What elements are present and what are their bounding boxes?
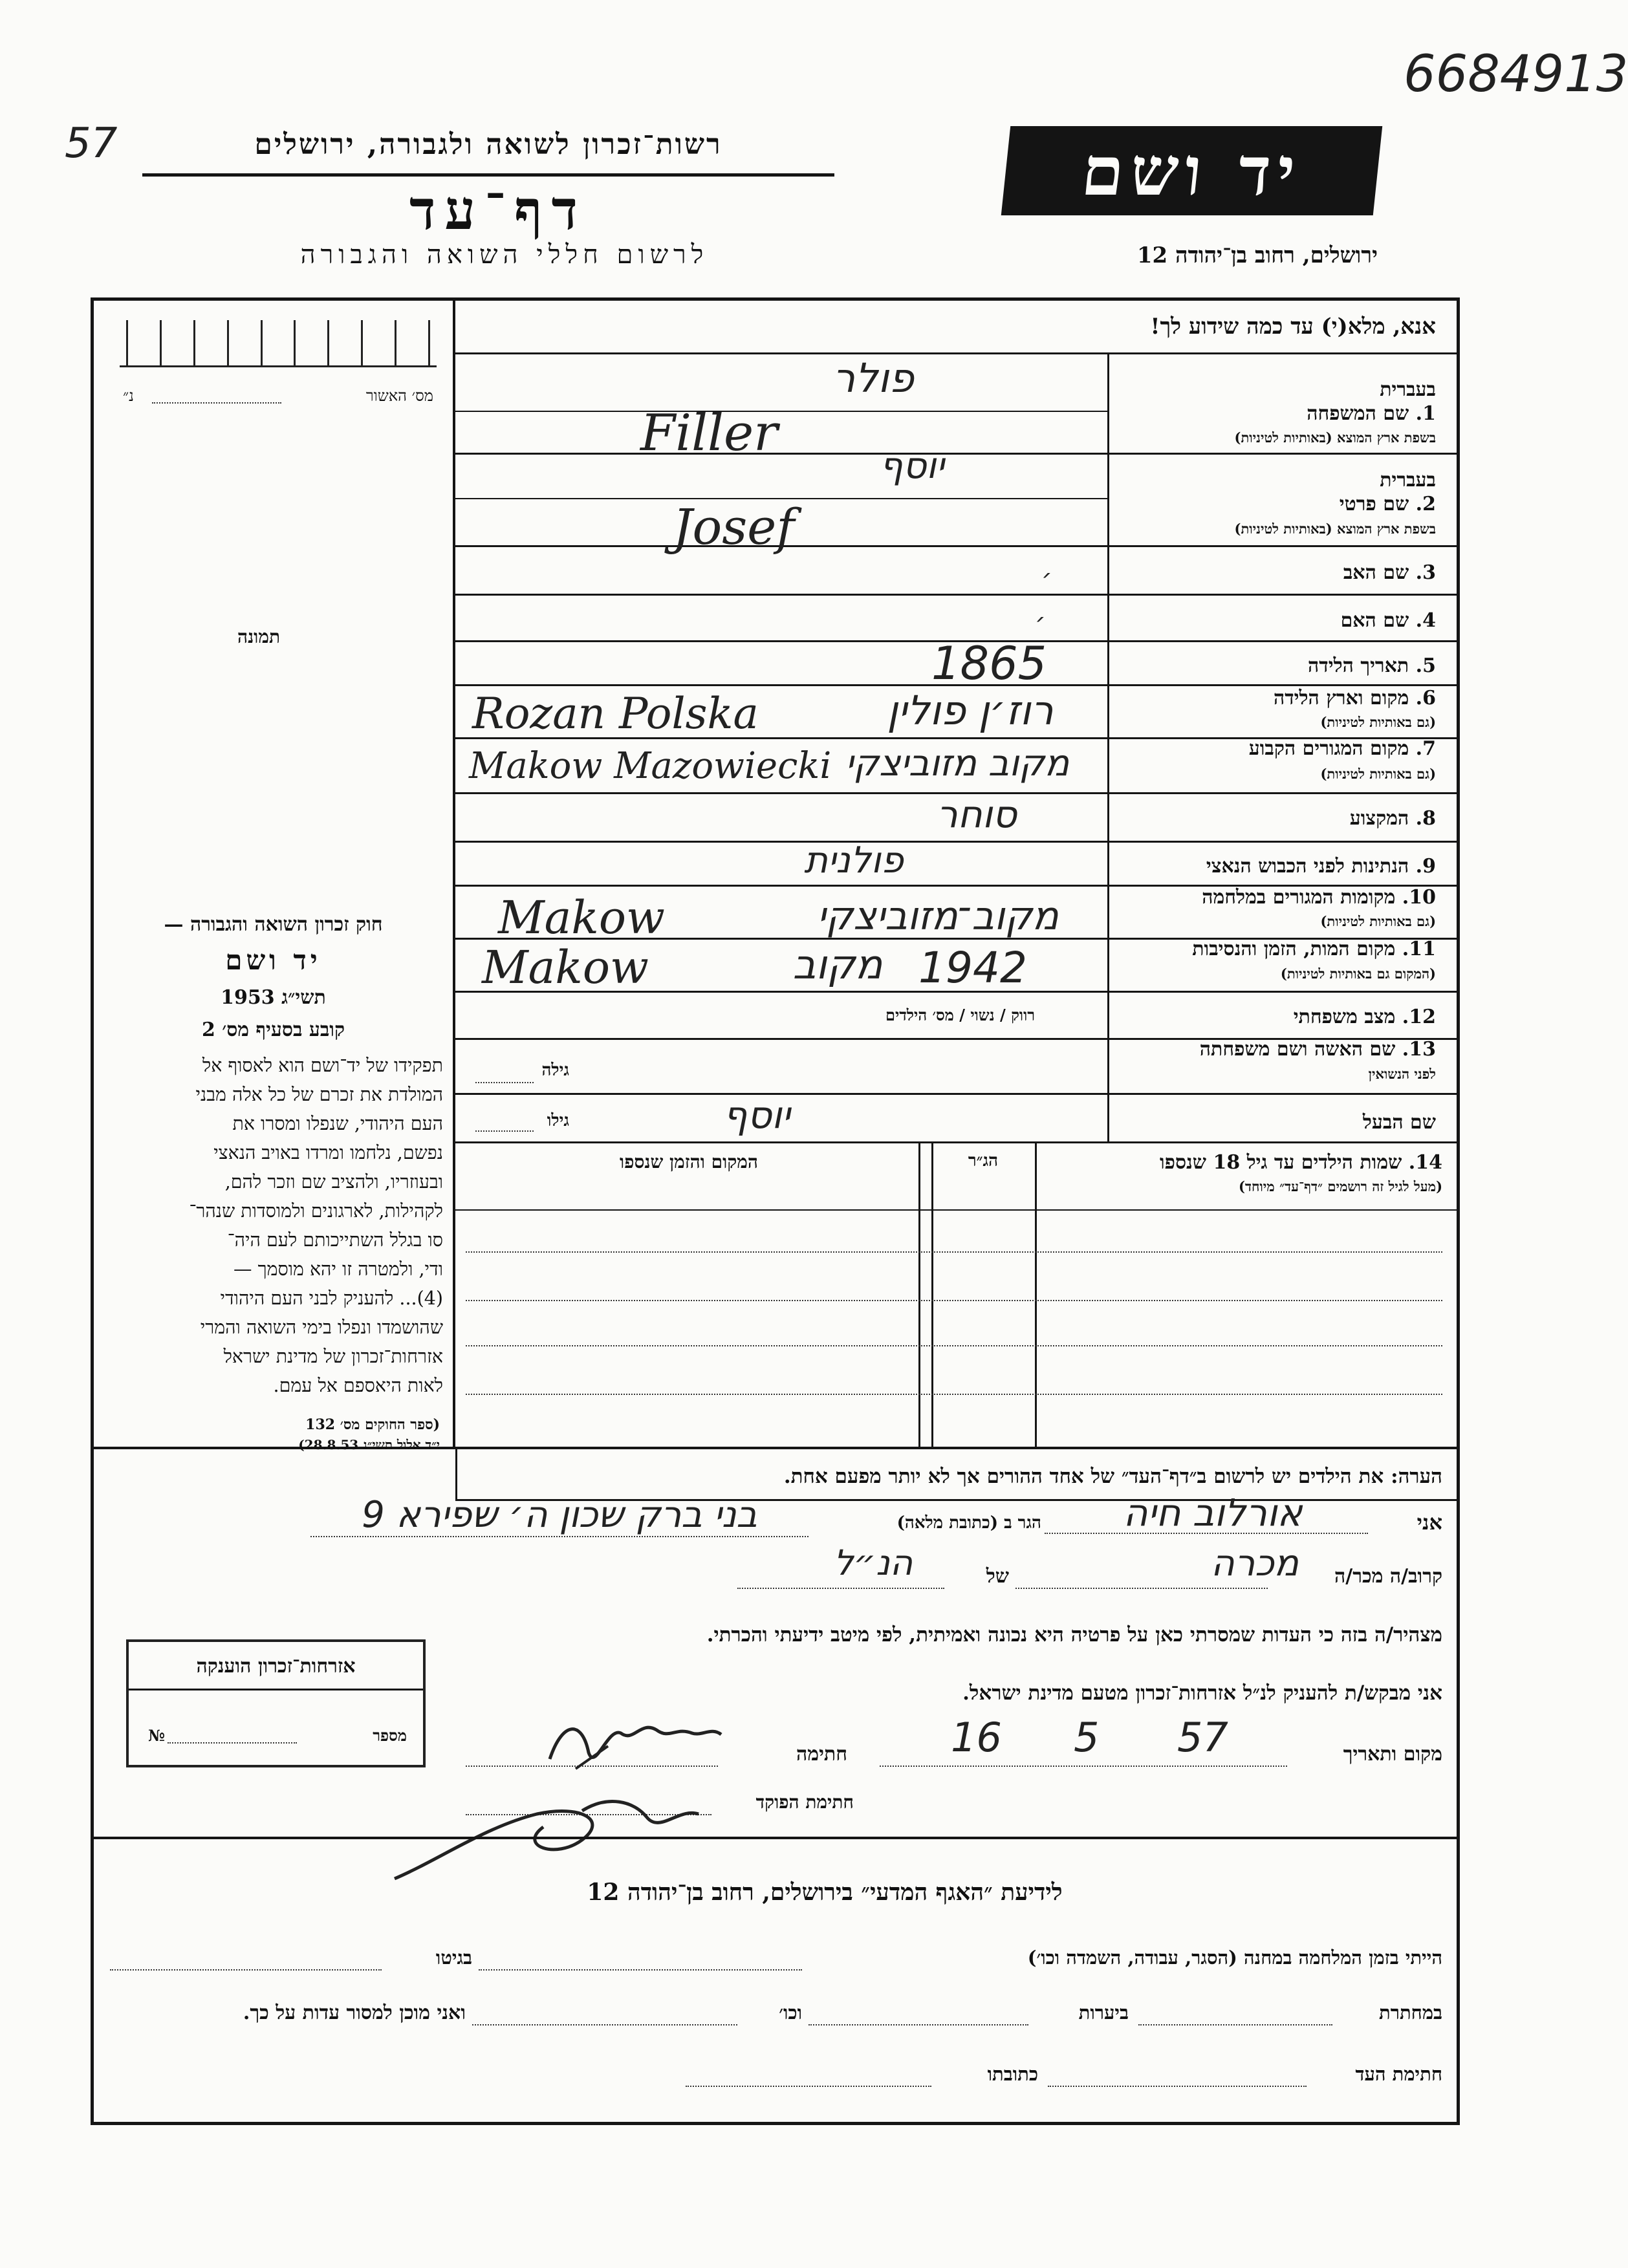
etc-label: וכו׳	[779, 2002, 802, 2024]
place-date-label: מקום ותאריך	[1343, 1743, 1442, 1766]
children-header-rule	[455, 1209, 1458, 1211]
note: הערה: את הילדים יש לרשום ב״דף־העד״ של אחד ההורים אך לא יותר מפעם אחת.	[783, 1465, 1442, 1488]
children-line-2	[466, 1300, 1442, 1301]
address-line	[310, 1536, 809, 1537]
declarant-signature	[537, 1707, 731, 1778]
footer-title: לידיעת ״האגף המדעי״ בירושלים, רחוב בן־יהודה 12	[587, 1879, 1063, 1906]
row-3-rule	[455, 594, 1458, 596]
children-age-col: הג״ר	[968, 1151, 999, 1171]
witness-sig-line	[1048, 2086, 1307, 2087]
law-body: תפקידו של יד־ושם הוא לאסוף אל המולדת את זכרם של כל אלה מבני העם היהודי, שנפלו ומסרו את נפשם, נלחמו ומרדו באויב הנאצי ובעוזריו, ולהציב שם וזכר להם, לקהילות, לארגונים ולמוסדות שנהר־ סו בגלל השתייכותם לעם היה־ ודי, ולמטרה זו יהא מוסמך — (4)... להעניק לבני העם היהודי שהושמדו ונפלו בימי השואה והמרי אזרחות־זכרון של מדינת ישראל לאות היאספם אל עמם.	[189, 1055, 443, 1396]
children-col-divider-1	[1035, 1141, 1037, 1449]
declaration: מצהיר/ה בזה כי העדות שמסרתי כאן על פרטיה היא נכונה ואמיתית, לפי מיטב ידיעתי והכרתי.	[706, 1623, 1442, 1647]
row-2-rule	[455, 545, 1458, 547]
field-7-label: 7. מקום המגורים הקבוע	[1248, 737, 1436, 760]
note-left-rule	[455, 1449, 457, 1500]
field-14-sub: (מעל לגיל זה רושמים ״דף־עד״ מיוחד)	[1238, 1178, 1442, 1194]
forests-line	[809, 2024, 1028, 2025]
instruction: אנא, מלא(י) עד כמה שידוע לך!	[1150, 314, 1436, 340]
relation-value: מכרה	[1211, 1542, 1299, 1584]
law-yad-vashem: יד ושם	[225, 944, 321, 976]
profession: סוחר	[936, 792, 1017, 836]
field-14-label: 14. שמות הילדים עד גיל 18 שנספו	[1159, 1151, 1442, 1174]
birth-place-hebrew: רוז׳ן פולין	[887, 687, 1054, 734]
authority-name: רשות־זכרון לשואה ולגבורה, ירושלים	[254, 128, 722, 161]
field-6-label: 6. מקום וארץ הלידה	[1273, 687, 1436, 709]
officer-label: חתימת הפוקד	[755, 1791, 854, 1813]
wife-age-line	[475, 1082, 534, 1083]
frame-right	[1457, 297, 1460, 2124]
camp-line	[479, 1969, 802, 1971]
father-mark: ׳	[1041, 564, 1052, 594]
photo-label: תמונה	[237, 626, 281, 647]
of-label: של	[986, 1565, 1009, 1588]
children-col-divider-2	[931, 1141, 933, 1449]
hebrew-label-1: בעברית	[1380, 378, 1436, 401]
residence-hebrew: מקוב מזוביצקי	[845, 742, 1070, 784]
ghetto-label: בגיטו	[435, 1947, 472, 1969]
husband-age-line	[475, 1130, 534, 1132]
death-place-latin: Makow	[482, 941, 649, 994]
form-title: דף־עד	[409, 178, 587, 242]
marital-options: רווק / נשוי / מס׳ הילדים	[885, 1006, 1035, 1024]
war-residence-latin: Makow	[498, 891, 665, 944]
field-2-sub: בשפת ארץ המוצא (באותיות לטיניות)	[1234, 521, 1436, 537]
field-1-sub: בשפת ארץ המוצא (באותיות לטיניות)	[1234, 429, 1436, 446]
husband-age-label: גילו	[547, 1111, 569, 1130]
forests-label: ביערות	[1078, 2002, 1129, 2024]
field-13-label: 13. שם האשה ושם משפחתה	[1199, 1038, 1436, 1061]
field-9-label: 9. הנתינות לפני הכבוש הנאצי	[1206, 855, 1436, 878]
sidebar-divider	[453, 297, 455, 1449]
address-label: כתובתו	[987, 2063, 1038, 2085]
field-11-label: 11. מקום המות, הזמן והנסיבות	[1192, 938, 1436, 960]
date-day: 16	[951, 1714, 1002, 1761]
surname-latin: Filler	[640, 404, 778, 462]
field-6-sub: (גם באותיות לטיניות)	[1320, 714, 1436, 730]
field-11-sub: (המקום גם באותיות לטיניות)	[1280, 966, 1436, 982]
children-line-4	[466, 1394, 1442, 1395]
of-line	[737, 1588, 944, 1589]
birth-place-latin: Rozan Polska	[472, 689, 759, 739]
husband-label: שם הבעל	[1362, 1111, 1436, 1134]
first-name-latin: Josef	[673, 498, 795, 556]
page-number: 6684913	[1404, 45, 1628, 103]
field-3-label: 3. שם האב	[1343, 561, 1436, 584]
declarant-address: בני ברק שכון ה׳ שפירא 9	[362, 1494, 757, 1536]
citizenship-no-sign: №	[148, 1726, 166, 1745]
mother-mark: ׳	[1035, 608, 1046, 638]
approval-line	[152, 402, 281, 404]
declarant-name: אורלוב חיה	[1123, 1491, 1303, 1535]
death-year: 1942	[918, 943, 1027, 993]
witness-address-line	[686, 2086, 931, 2087]
frame-left	[91, 297, 94, 2124]
place-date-line	[880, 1766, 1287, 1767]
row-13-rule	[455, 1093, 1458, 1095]
field-12-label: 12. מצב משפחתי	[1293, 1006, 1436, 1028]
footer-rule	[91, 1837, 1459, 1839]
ghetto-line	[110, 1969, 382, 1971]
field-4-label: 4. שם האם	[1340, 609, 1436, 632]
address: ירושלים, רחוב בן־יהודה 12	[1136, 243, 1378, 268]
header-rule	[142, 173, 834, 177]
field-10-label: 10. מקומות המגורים במלחמה	[1202, 886, 1436, 909]
field-13-sub: לפני הנשואין	[1368, 1066, 1436, 1082]
approval-label: מס׳ האשור	[365, 387, 433, 405]
residing-label: הגר ב (כתובת מלאה)	[896, 1513, 1041, 1533]
frame-top	[91, 297, 1459, 301]
sheet-mark: 57	[65, 120, 118, 167]
approval-mark: נ״	[123, 387, 134, 405]
wife-age-label: גילה	[541, 1061, 569, 1080]
signature-label: חתימה	[796, 1743, 847, 1766]
husband-name: יוסף	[723, 1093, 790, 1137]
underground-line	[1138, 2024, 1332, 2025]
date-year: 57	[1177, 1714, 1228, 1761]
field-2-label: 2. שם פרטי	[1339, 493, 1436, 515]
yad-vashem-logo: יד ושם	[1001, 126, 1383, 215]
underground-label: במחתרת	[1379, 2002, 1442, 2024]
field-5-label: 5. תאריך הלידה	[1308, 654, 1436, 677]
field-1-label: 1. שם המשפחה	[1307, 402, 1436, 425]
war-residence-hebrew: מקוב־מזוביצקי	[817, 894, 1059, 939]
law-year: תשי״ג 1953	[221, 986, 326, 1009]
field-8-label: 8. המקצוע	[1349, 807, 1436, 830]
relation-label: קרוב/ה מכר/ה	[1334, 1565, 1442, 1588]
row-husband-rule	[455, 1141, 1458, 1143]
children-place-col: המקום והזמן שנספו	[620, 1151, 758, 1172]
law-clause: קובע בסעיף מס׳ 2	[201, 1019, 345, 1041]
citizenship-box-title: אזרחות־זכרון הוענקה	[196, 1655, 356, 1678]
row-1a-rule	[455, 411, 1109, 412]
residence-latin: Makow Mazowiecki	[469, 745, 832, 787]
witness-sig-label: חתימת העד	[1355, 2063, 1442, 2085]
citizenship-no-label: מספר	[373, 1726, 407, 1745]
ready-label: ואני מוכן למסור עדות על כך.	[243, 2002, 466, 2024]
children-line-1	[466, 1251, 1442, 1253]
law-ref-1: (ספר החוקים מס׳ 132	[305, 1416, 440, 1433]
nationality: פולנית	[804, 839, 904, 881]
citizenship-no-line	[168, 1742, 297, 1744]
approval-boxes	[120, 320, 437, 367]
form-subtitle: לרשום חללי השואה והגבורה	[300, 240, 709, 270]
field-10-sub: (גם באותיות לטיניות)	[1320, 913, 1436, 929]
first-name-hebrew: יוסף	[880, 445, 944, 487]
birth-year: 1865	[931, 637, 1047, 690]
field-7-sub: (גם באותיות לטיניות)	[1320, 766, 1436, 782]
hebrew-label-2: בעברית	[1380, 469, 1436, 491]
death-place-hebrew: מקוב	[792, 941, 883, 988]
labels-divider	[1107, 352, 1109, 1143]
relation-line	[1015, 1588, 1268, 1589]
law-title: חוק זכרון השואה והגבורה —	[164, 913, 383, 936]
footer-camp-line: הייתי בזמן המלחמה במחנה (הסגר, עבודה, השמדה וכו׳)	[1027, 1947, 1442, 1969]
date-month: 5	[1074, 1714, 1100, 1761]
etc-line	[472, 2024, 737, 2025]
of-value: הנ״ל	[833, 1542, 913, 1583]
citizenship-box-rule	[129, 1689, 423, 1690]
surname-hebrew: פולר	[832, 354, 914, 402]
children-col-divider-3	[918, 1141, 920, 1449]
i-label: אני	[1416, 1510, 1442, 1535]
citizenship-request: אני מבקש/ת להעניק לנ״ל אזרחות־זכרון מטעם מדינת ישראל.	[962, 1681, 1442, 1705]
law-ref-2: י״ד אלול תשי״ג 28.8.53)	[298, 1437, 440, 1453]
frame-bottom	[91, 2122, 1460, 2125]
children-line-3	[466, 1345, 1442, 1346]
citizenship-box	[126, 1639, 426, 1767]
